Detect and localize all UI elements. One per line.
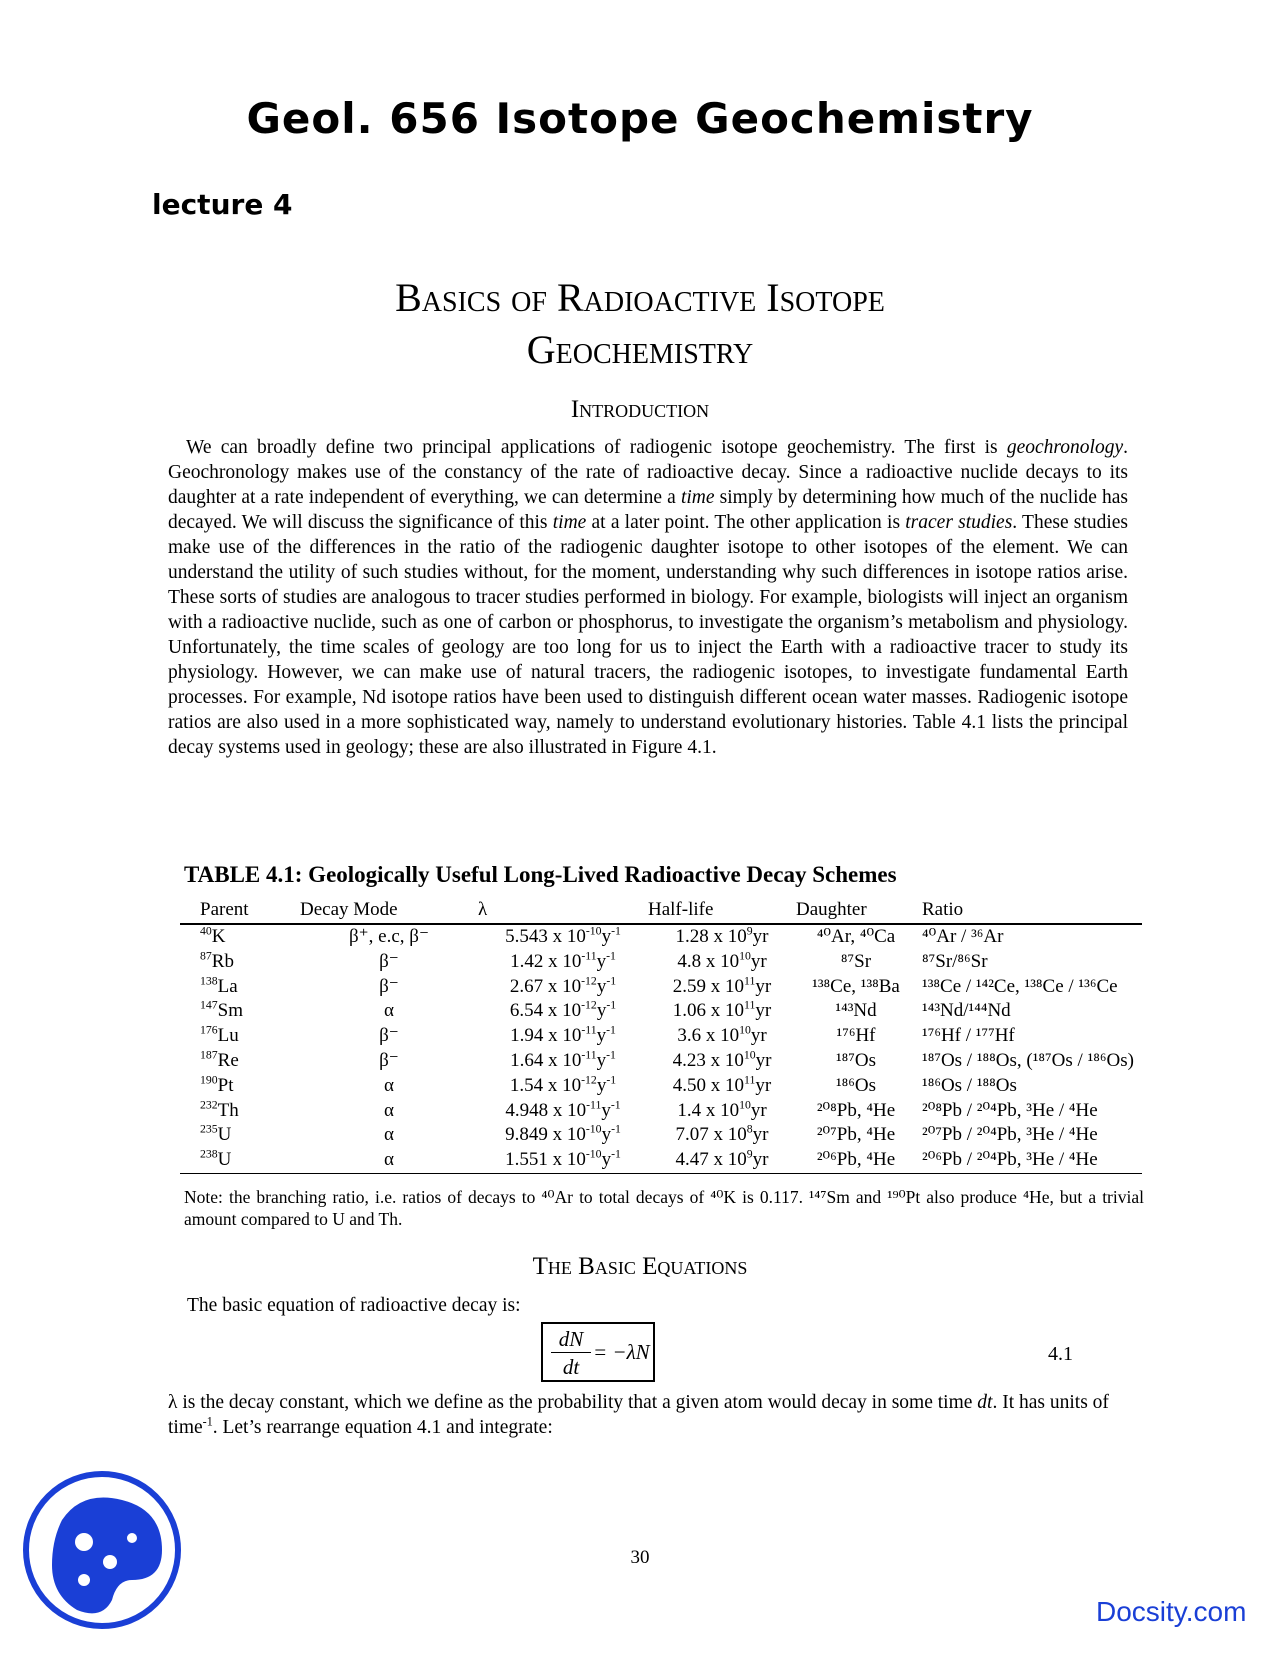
table-title: TABLE 4.1: Geologically Useful Long-Lived Radioactive Decay Schemes	[184, 862, 897, 887]
equation-number: 4.1	[1048, 1343, 1073, 1365]
cell-daughter: ¹⁴³Nd	[835, 1000, 877, 1022]
cell-half-life: 1.4 x $10^{10}yr$	[677, 1098, 767, 1121]
table-row	[180, 1049, 1142, 1074]
term-time: time	[552, 512, 587, 533]
cell-half-life: 4.8 x $10^{10}yr$	[677, 949, 767, 972]
docsity-watermark-link[interactable]: Docsity.com	[1096, 1596, 1247, 1627]
table-row	[180, 1074, 1142, 1099]
cell-half-life: 1.28 x $10^9yr$	[675, 924, 769, 947]
cell-parent: $^{235}$U	[200, 1123, 232, 1146]
cell-daughter: ¹³⁸Ce, ¹³⁸Ba	[812, 975, 900, 997]
cell-parent: $^{190}$Pt	[200, 1073, 234, 1096]
equation-fraction	[551, 1326, 591, 1381]
cell-lambda: 1.42 x $10^{-11}y^{-1}$	[510, 949, 616, 972]
cell-daughter: ²⁰⁸Pb, ⁴He	[816, 1099, 896, 1121]
cell-lambda: 5.543 x $10^{-10}y^{-1}$	[505, 924, 621, 947]
cell-decay-mode: α	[384, 1099, 394, 1121]
table-row	[180, 1099, 1142, 1124]
introduction-paragraph: We can broadly define two principal applications of radiogenic isotope geochemistry. The first is geochronology. Geochronology makes use of the constancy of the rate of radioactive decay. Since a radioactive nuclide decays to its daughter at a rate independent of everything, we can determine a time simply by determining how much of the nuclide has decayed. We will discuss the significance of this time at a later point. The other application is tracer studies. These studies make use of the differences in the ratio of the radiogenic daughter isotope to other isotopes of the element. We can understand the utility of such studies without, for the moment, understanding why such differences in isotope ratios arise. These sorts of studies are analogous to tracer studies performed in biology. For example, biologists will inject an organism with a radioactive nuclide, such as one of carbon or phosphorus, to investigate the organism’s metabolism and physiology. Unfortunately, the time scales of geology are too long for us to inject the Earth with a radioactive tracer to study its physiology. However, we can make use of natural tracers, the radiogenic isotopes, to investigate fundamental Earth processes. For example, Nd isotope ratios have been used to distinguish different ocean water masses. Radiogenic isotope ratios are also used in a more sophisticated way, namely to understand evolutionary histories. Table 4.1 lists the principal decay systems used in geology; these are also illustrated in Figure 4.1.	[168, 437, 1128, 758]
equation-numerator: dN	[558, 1327, 584, 1351]
table-row	[180, 950, 1142, 975]
cell-decay-mode: β⁻	[379, 1025, 399, 1047]
cell-decay-mode: α	[384, 1000, 394, 1022]
cell-daughter: ⁸⁷Sr	[840, 950, 872, 972]
column-header: Ratio	[916, 899, 1142, 924]
cell-half-life: 3.6 x $10^{10}yr$	[677, 1023, 767, 1047]
section-heading-basic-equations: The Basic Equations	[532, 1253, 748, 1280]
cell-half-life: 1.06 x $10^{11}yr$	[672, 999, 772, 1022]
cell-parent: $^{238}$U	[180, 1148, 300, 1173]
cell-daughter: ¹⁷⁶Hf	[836, 1025, 876, 1047]
cell-daughter: ¹⁸⁷Os	[835, 1049, 877, 1071]
term-tracer-studies: tracer studies	[905, 512, 1013, 533]
table-header-row	[180, 899, 1142, 924]
cell-ratio: ¹⁷⁶Hf / ¹⁷⁷Hf	[922, 1025, 1015, 1047]
cell-lambda: 1.54 x $10^{-12}y^{-1}$	[509, 1073, 617, 1096]
cell-ratio: ⁴⁰Ar / ³⁶Ar	[922, 926, 1004, 947]
column-header: Half-life	[648, 899, 796, 924]
table-row	[180, 1024, 1142, 1049]
cell-lambda: 2.67 x $10^{-12}y^{-1}$	[509, 974, 617, 997]
cell-daughter: ²⁰⁷Pb, ⁴He	[816, 1124, 896, 1146]
chapter-title-line-2: Geochemistry	[526, 327, 754, 372]
cell-ratio: ¹⁸⁶Os / ¹⁸⁸Os	[922, 1074, 1017, 1096]
cell-half-life: 2.59 x $10^{11}yr$	[672, 974, 772, 997]
cell-daughter: ¹⁸⁶Os	[835, 1074, 877, 1096]
table-row	[180, 975, 1142, 1000]
lecture-label: lecture 4	[152, 188, 293, 221]
cell-ratio: ¹³⁸Ce / ¹⁴²Ce, ¹³⁸Ce / ¹³⁶Ce	[922, 975, 1118, 997]
cell-half-life: 7.07 x $10^8yr$	[675, 1123, 769, 1146]
page-number: 30	[630, 1547, 650, 1568]
cell-ratio: ⁸⁷Sr/⁸⁶Sr	[922, 950, 988, 972]
decay-equation-box	[541, 1322, 655, 1382]
cell-lambda: 1.551 x $10^{-10}y^{-1}$	[478, 1148, 648, 1173]
chapter-title	[0, 272, 1280, 376]
cell-lambda: 9.849 x $10^{-10}y^{-1}$	[505, 1123, 621, 1146]
course-title: Geol. 656 Isotope Geochemistry	[246, 94, 1034, 143]
decay-constant-paragraph: λ is the decay constant, which we define as the probability that a given atom would decay in some time dt. It has units of time$^{-1}$. Let’s rearrange equation 4.1 and integrate:	[168, 1392, 1109, 1438]
cell-lambda: 1.64 x $10^{-11}y^{-1}$	[510, 1048, 616, 1071]
cell-decay-mode: β⁻	[379, 950, 399, 972]
equation-denominator: dt	[562, 1355, 580, 1379]
cell-parent: $^{87}$Rb	[200, 949, 234, 972]
cell-daughter: ²⁰⁶Pb, ⁴He	[796, 1148, 916, 1173]
cell-decay-mode: β⁻	[379, 1049, 399, 1071]
cell-ratio: ²⁰⁸Pb / ²⁰⁴Pb, ³He / ⁴He	[922, 1099, 1098, 1121]
table-row	[180, 924, 1142, 950]
column-header: Daughter	[796, 899, 916, 924]
cell-ratio: ¹⁸⁷Os / ¹⁸⁸Os, (¹⁸⁷Os / ¹⁸⁶Os)	[922, 1049, 1134, 1071]
decay-schemes-table	[180, 899, 1142, 1174]
cell-parent: $^{147}$Sm	[200, 999, 244, 1022]
term-geochronology: geochronology	[1006, 437, 1124, 458]
cell-half-life: 4.50 x $10^{11}yr$	[672, 1073, 772, 1096]
cell-parent: $^{176}$Lu	[200, 1023, 239, 1047]
cell-parent: $^{232}$Th	[200, 1098, 239, 1121]
table-note: Note: the branching ratio, i.e. ratios of decays to ⁴⁰Ar to total decays of ⁴⁰K is 0.117. ¹⁴⁷Sm and ¹⁹⁰Pt also produce ⁴He, but a trivial amount compared to U and Th.	[184, 1187, 1144, 1229]
cell-half-life: 4.47 x $10^9yr$	[648, 1148, 796, 1173]
cell-daughter: ⁴⁰Ar, ⁴⁰Ca	[816, 926, 896, 947]
cell-lambda: 4.948 x $10^{-11}y^{-1}$	[505, 1098, 621, 1121]
cell-decay-mode: α	[384, 1124, 394, 1146]
cell-parent: $^{40}$K	[200, 924, 226, 947]
table-row	[180, 999, 1142, 1024]
table-row	[180, 1148, 1142, 1173]
section-heading-introduction: Introduction	[570, 396, 710, 423]
cell-parent: $^{138}$La	[200, 974, 238, 997]
cell-half-life: 4.23 x $10^{10}yr$	[672, 1048, 772, 1071]
cell-decay-mode: α	[300, 1148, 478, 1173]
cell-ratio: ²⁰⁷Pb / ²⁰⁴Pb, ³He / ⁴He	[922, 1124, 1098, 1146]
chapter-title-line-1: Basics of Radioactive Isotope	[395, 275, 885, 320]
cell-ratio: ²⁰⁶Pb / ²⁰⁴Pb, ³He / ⁴He	[916, 1148, 1142, 1173]
term-time: time	[680, 487, 715, 508]
equation-rhs: = −λN	[593, 1340, 650, 1364]
cell-ratio: ¹⁴³Nd/¹⁴⁴Nd	[922, 1000, 1011, 1022]
column-header: λ	[478, 899, 648, 924]
cell-decay-mode: β⁺, e.c, β⁻	[348, 926, 429, 947]
cell-decay-mode: β⁻	[379, 975, 399, 997]
column-header: Decay Mode	[300, 899, 478, 924]
cell-lambda: 1.94 x $10^{-11}y^{-1}$	[510, 1023, 616, 1047]
cell-decay-mode: α	[384, 1074, 394, 1096]
table-row	[180, 1123, 1142, 1148]
column-header: Parent	[180, 899, 300, 924]
equation-intro-text: The basic equation of radioactive decay is:	[187, 1295, 521, 1316]
cell-parent: $^{187}$Re	[200, 1048, 239, 1071]
cell-lambda: 6.54 x $10^{-12}y^{-1}$	[509, 999, 617, 1022]
